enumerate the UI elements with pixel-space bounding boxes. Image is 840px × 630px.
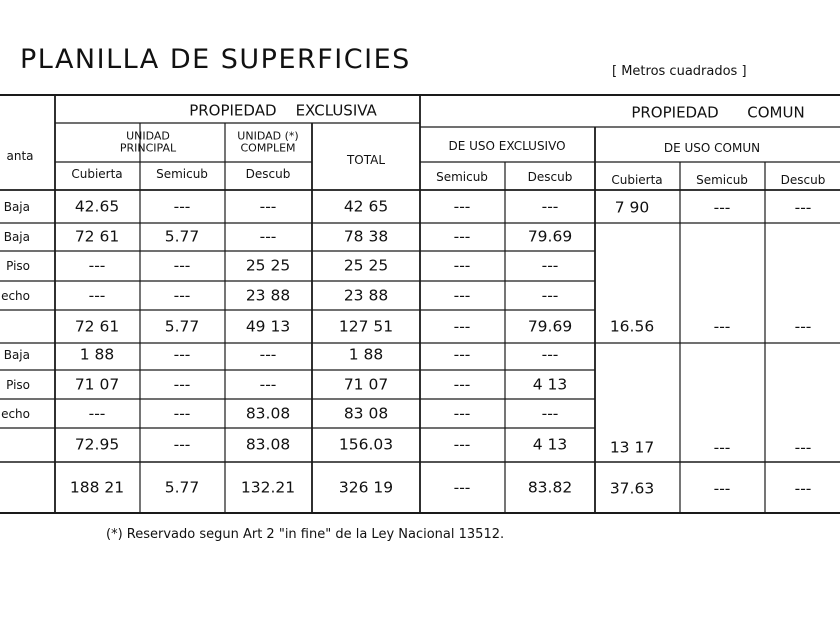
table-cell: 23 88: [343, 286, 389, 305]
row-label: Piso: [6, 259, 30, 273]
comun-cell: ---: [713, 479, 731, 498]
table-cell: ---: [453, 286, 471, 305]
table-cell: ---: [541, 256, 559, 275]
table-cell: 79.69: [527, 317, 573, 336]
table-cell: ---: [88, 286, 106, 305]
table-cell: ---: [173, 345, 191, 364]
table-cell: 72.95: [74, 435, 120, 454]
table-cell: ---: [259, 375, 277, 394]
row-label: echo: [1, 289, 30, 303]
table-cell: ---: [259, 197, 277, 216]
table-cell: 79.69: [527, 227, 573, 246]
unidad-complem-header: [237, 130, 298, 153]
table-cell: 127 51: [338, 317, 394, 336]
unidad-principal-header: [120, 130, 176, 153]
row-label: Baja: [3, 348, 30, 362]
table-cell: 5.77: [164, 227, 200, 246]
table-cell: 78 38: [343, 227, 389, 246]
propiedad-comun-header: PROPIEDAD COMUN: [631, 103, 805, 122]
table-cell: ---: [173, 256, 191, 275]
table-cell: 25 25: [245, 256, 291, 275]
table-cell: 326 19: [338, 478, 394, 497]
col-header-cubierta: Cubierta: [71, 167, 123, 181]
table-cell: ---: [173, 375, 191, 394]
comun-cell: ---: [794, 438, 812, 457]
table-cell: 4 13: [532, 375, 568, 394]
propiedad-exclusiva-header: PROPIEDAD EXCLUSIVA: [189, 101, 377, 120]
unidad-complem-line2: COMPLEM: [240, 141, 296, 154]
table-cell: 4 13: [532, 435, 568, 454]
table-cell: ---: [259, 345, 277, 364]
table-cell: 23 88: [245, 286, 291, 305]
table-cell: 72 61: [74, 227, 120, 246]
table-cell: 1 88: [348, 345, 384, 364]
row-label: Baja: [3, 200, 30, 214]
comun-cell: ---: [794, 317, 812, 336]
comun-cell: ---: [794, 198, 812, 217]
col-header-uso-excl-descub: Descub: [527, 170, 573, 184]
comun-cell: 37.63: [609, 479, 655, 498]
table-cell: ---: [173, 286, 191, 305]
table-cell: 42 65: [343, 197, 389, 216]
table-cell: 1 88: [79, 345, 115, 364]
table-cell: 83 08: [343, 404, 389, 423]
row-label: Piso: [6, 378, 30, 392]
table-cell: 83.08: [245, 404, 291, 423]
table-cell: ---: [453, 435, 471, 454]
table-cell: ---: [453, 478, 471, 497]
col-header-comun-cubierta: Cubierta: [611, 173, 663, 187]
table-cell: 71 07: [343, 375, 389, 394]
table-cell: 42.65: [74, 197, 120, 216]
table-cell: 49 13: [245, 317, 291, 336]
comun-cell: 16.56: [609, 317, 655, 336]
unidad-principal-line1: UNIDAD: [126, 129, 170, 143]
table-cell: ---: [453, 317, 471, 336]
table-cell: ---: [259, 227, 277, 246]
col-header-descub: Descub: [245, 167, 291, 181]
unidad-principal-line2: PRINCIPAL: [119, 141, 177, 154]
comun-cell: ---: [713, 317, 731, 336]
table-cell: ---: [453, 404, 471, 423]
col-header-comun-semicub: Semicub: [696, 173, 748, 187]
table-cell: ---: [541, 345, 559, 364]
table-cell: 71 07: [74, 375, 120, 394]
row-label: echo: [1, 407, 30, 421]
table-cell: ---: [541, 286, 559, 305]
table-cell: 72 61: [74, 317, 120, 336]
table-cell: 83.82: [527, 478, 573, 497]
comun-cell: 13 17: [609, 438, 655, 457]
footnote: (*) Reservado segun Art 2 "in fine" de la Ley Nacional 13512.: [106, 527, 505, 542]
table-cell: 188 21: [69, 478, 125, 497]
table-cell: 5.77: [164, 317, 200, 336]
comun-cell: ---: [713, 438, 731, 457]
page-title: PLANILLA DE SUPERFICIES: [20, 44, 411, 75]
table-cell: ---: [173, 197, 191, 216]
row-label: Baja: [3, 230, 30, 244]
col-header-uso-excl-semicub: Semicub: [436, 170, 488, 184]
uso-comun-header: DE USO COMUN: [663, 141, 761, 155]
table-cell: 25 25: [343, 256, 389, 275]
table-cell: 156.03: [338, 435, 394, 454]
table-cell: ---: [453, 375, 471, 394]
col-header-comun-descub: Descub: [780, 173, 826, 187]
table-cell: 5.77: [164, 478, 200, 497]
comun-cell: ---: [794, 479, 812, 498]
table-cell: ---: [453, 256, 471, 275]
table-cell: ---: [173, 435, 191, 454]
table-cell: 83.08: [245, 435, 291, 454]
table-cell: ---: [453, 227, 471, 246]
units-note: [ Metros cuadrados ]: [612, 64, 747, 79]
comun-cell: 7 90: [614, 198, 650, 217]
table-cell: ---: [453, 197, 471, 216]
table-cell: ---: [541, 197, 559, 216]
table-cell: ---: [88, 404, 106, 423]
uso-exclusivo-header: DE USO EXCLUSIVO: [448, 139, 566, 153]
total-header: TOTAL: [346, 153, 386, 167]
unidad-complem-line1: UNIDAD (*): [237, 129, 299, 143]
planta-header: anta: [6, 149, 34, 163]
comun-cell: ---: [713, 198, 731, 217]
table-cell: ---: [453, 345, 471, 364]
table-cell: ---: [88, 256, 106, 275]
col-header-semicub: Semicub: [156, 167, 208, 181]
table-cell: ---: [541, 404, 559, 423]
table-cell: 132.21: [240, 478, 296, 497]
table-cell: ---: [173, 404, 191, 423]
